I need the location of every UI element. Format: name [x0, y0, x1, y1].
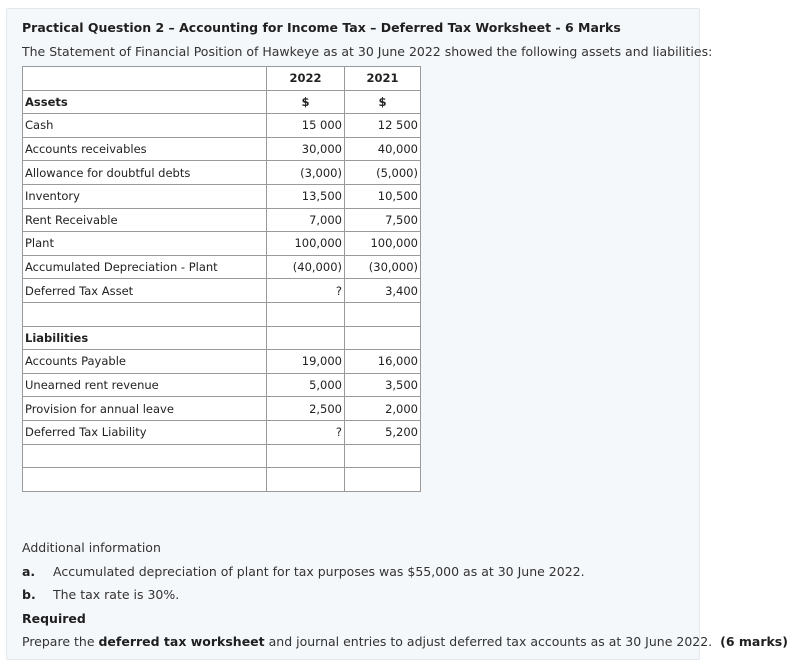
- table-row-blank: [23, 444, 421, 468]
- year-2022-header: 2022: [267, 67, 345, 91]
- value-2022: 5,000: [267, 373, 345, 397]
- value-2022: 19,000: [267, 350, 345, 374]
- row-label: Provision for annual leave: [23, 397, 267, 421]
- table-row: [23, 232, 421, 256]
- blank-cell: [267, 302, 345, 326]
- value-2022: 2,500: [267, 397, 345, 421]
- value-2022: 100,000: [267, 232, 345, 256]
- currency-2022: $: [267, 90, 345, 114]
- value-2021: 5,200: [345, 420, 421, 444]
- financial-position-table: [22, 66, 421, 492]
- question-title: Practical Question 2 – Accounting for Income Tax – Deferred Tax Worksheet - 6 Marks: [22, 20, 621, 35]
- required-bold-phrase: deferred tax worksheet: [98, 634, 265, 649]
- row-label: Accumulated Depreciation - Plant: [23, 255, 267, 279]
- table-row: [23, 161, 421, 185]
- value-2021: 12 500: [345, 114, 421, 138]
- value-2021: 2,000: [345, 397, 421, 421]
- blank-cell: [23, 444, 267, 468]
- required-middle: and journal entries to adjust deferred tax accounts as at 30 June 2022.: [264, 634, 713, 649]
- required-prefix: Prepare the: [22, 634, 99, 649]
- table-row-blank: [23, 302, 421, 326]
- blank-cell: [345, 444, 421, 468]
- liabilities-heading: Liabilities: [23, 326, 267, 350]
- value-2022: 15 000: [267, 114, 345, 138]
- item-b-marker: b.: [22, 587, 36, 602]
- header-blank-cell: [23, 67, 267, 91]
- required-instruction: [22, 634, 788, 649]
- row-label: Accounts Payable: [23, 350, 267, 374]
- value-2021: 40,000: [345, 137, 421, 161]
- table-row: [23, 137, 421, 161]
- question-intro: The Statement of Financial Position of Hawkeye as at 30 June 2022 showed the following assets and liabilities:: [22, 44, 713, 59]
- additional-item-a: [22, 564, 585, 579]
- year-2021-header: 2021: [345, 67, 421, 91]
- assets-heading: Assets: [23, 90, 267, 114]
- blank-cell: [345, 302, 421, 326]
- row-label: Cash: [23, 114, 267, 138]
- value-2021: 7,500: [345, 208, 421, 232]
- blank-cell: [23, 468, 267, 492]
- table-row: [23, 373, 421, 397]
- value-2022: 13,500: [267, 184, 345, 208]
- row-label: Unearned rent revenue: [23, 373, 267, 397]
- item-a-text: Accumulated depreciation of plant for tax purposes was $55,000 as at 30 June 2022.: [53, 564, 585, 579]
- row-label: Deferred Tax Liability: [23, 420, 267, 444]
- item-a-marker: a.: [22, 564, 36, 579]
- row-label: Rent Receivable: [23, 208, 267, 232]
- table-row: [23, 420, 421, 444]
- value-2022: ?: [267, 420, 345, 444]
- value-2021: 100,000: [345, 232, 421, 256]
- value-2021: 10,500: [345, 184, 421, 208]
- value-2021: (30,000): [345, 255, 421, 279]
- table-row: [23, 208, 421, 232]
- value-2021: 16,000: [345, 350, 421, 374]
- table-row: [23, 114, 421, 138]
- blank-cell: [267, 326, 345, 350]
- row-label: Plant: [23, 232, 267, 256]
- table-row: [23, 184, 421, 208]
- blank-cell: [267, 468, 345, 492]
- blank-cell: [345, 468, 421, 492]
- table-row: [23, 279, 421, 303]
- table-row: [23, 255, 421, 279]
- row-label: Inventory: [23, 184, 267, 208]
- required-marks: (6 marks): [720, 634, 788, 649]
- liabilities-heading-row: [23, 326, 421, 350]
- row-label: Accounts receivables: [23, 137, 267, 161]
- value-2022: ?: [267, 279, 345, 303]
- assets-heading-row: [23, 90, 421, 114]
- additional-item-b: [22, 587, 179, 602]
- value-2022: (3,000): [267, 161, 345, 185]
- value-2021: (5,000): [345, 161, 421, 185]
- required-heading: Required: [22, 611, 86, 626]
- row-label: Deferred Tax Asset: [23, 279, 267, 303]
- value-2022: (40,000): [267, 255, 345, 279]
- currency-2021: $: [345, 90, 421, 114]
- blank-cell: [23, 302, 267, 326]
- value-2021: 3,400: [345, 279, 421, 303]
- blank-cell: [345, 326, 421, 350]
- table-row-blank: [23, 468, 421, 492]
- blank-cell: [267, 444, 345, 468]
- year-header-row: [23, 67, 421, 91]
- table-row: [23, 350, 421, 374]
- additional-info-heading: Additional information: [22, 540, 161, 555]
- item-b-text: The tax rate is 30%.: [53, 587, 180, 602]
- value-2022: 7,000: [267, 208, 345, 232]
- value-2022: 30,000: [267, 137, 345, 161]
- value-2021: 3,500: [345, 373, 421, 397]
- table-row: [23, 397, 421, 421]
- row-label: Allowance for doubtful debts: [23, 161, 267, 185]
